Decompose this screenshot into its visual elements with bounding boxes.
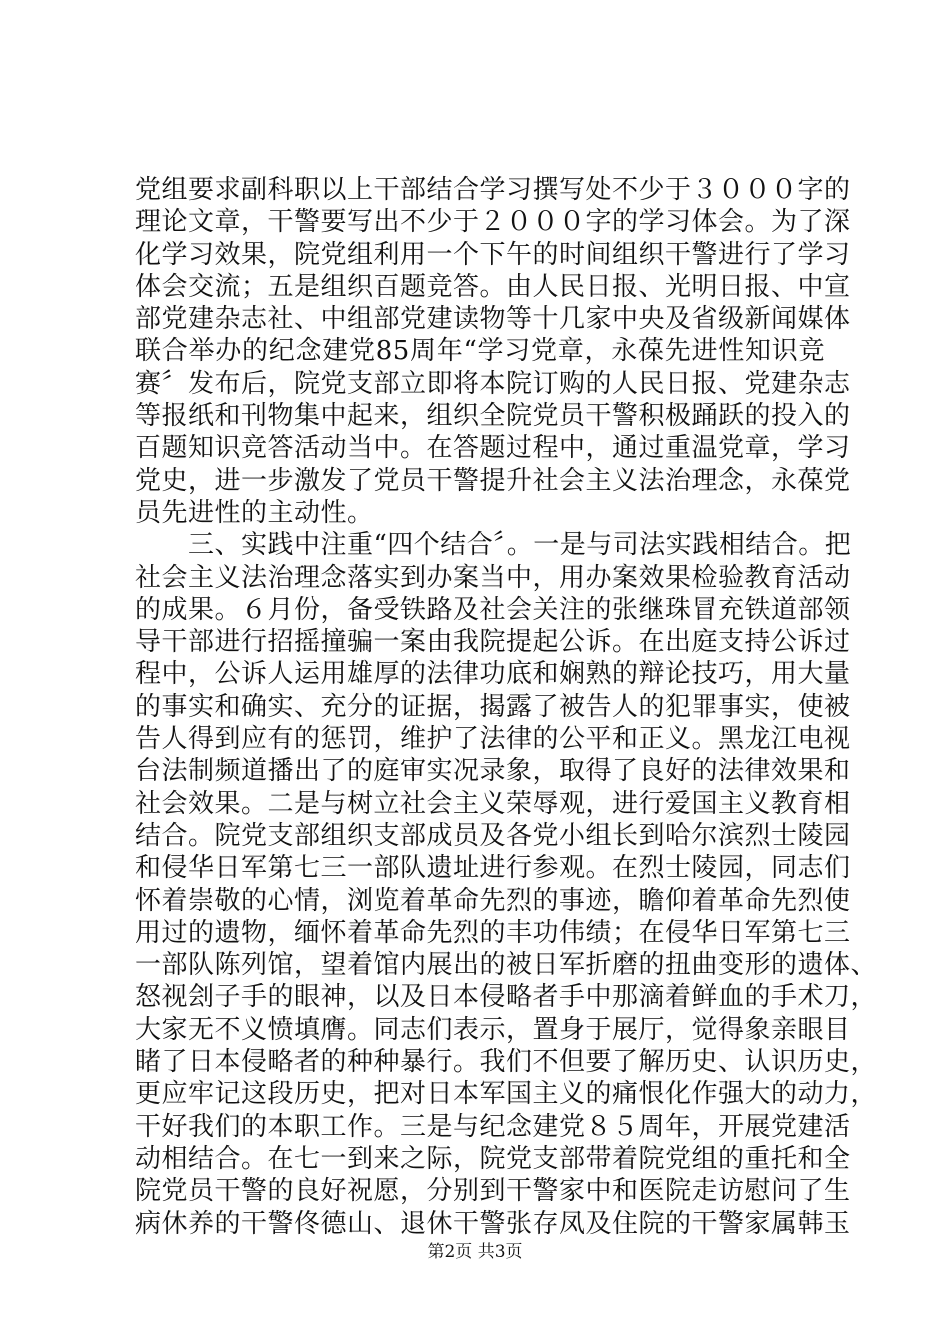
text-line: 百题知识竞答活动当中。在答题过程中，通过重温党章，学习 <box>135 433 851 464</box>
text-line: 社会主义法治理念落实到办案当中，用办案效果检验教育活动 <box>135 562 851 593</box>
text-line: 赛〞发布后，院党支部立即将本院订购的人民日报、党建杂志 <box>135 368 851 399</box>
text-line: 程中，公诉人运用雄厚的法律功底和娴熟的辩论技巧，用大量 <box>135 659 851 690</box>
text-line: 党史，进一步激发了党员干警提升社会主义法治理念，永葆党 <box>135 465 851 496</box>
text-line: 部党建杂志社、中组部党建读物等十几家中央及省级新闻媒体 <box>135 304 851 335</box>
body-text <box>135 174 878 1240</box>
text-line: 院党员干警的良好祝愿，分别到干警家中和医院走访慰问了生 <box>135 1176 851 1207</box>
page-number-footer: 第2页 共3页 <box>427 1242 523 1262</box>
text-line: 理论文章，干警要写出不少于２０００字的学习体会。为了深 <box>135 207 851 238</box>
text-line: 台法制频道播出了的庭审实况录象，取得了良好的法律效果和 <box>135 756 851 787</box>
text-line: 怒视刽子手的眼神，以及日本侵略者手中那滴着鲜血的手术刀， <box>135 982 878 1013</box>
text-line: 化学习效果，院党组利用一个下午的时间组织干警进行了学习 <box>135 239 851 270</box>
text-line: 导干部进行招摇撞骗一案由我院提起公诉。在出庭支持公诉过 <box>135 627 851 658</box>
text-line: 三、实践中注重“四个结合〞。一是与司法实践相结合。把 <box>135 530 852 561</box>
text-line: 大家无不义愤填膺。同志们表示，置身于展厅，觉得象亲眼目 <box>135 1014 851 1045</box>
text-line: 干好我们的本职工作。三是与纪念建党８５周年，开展党建活 <box>135 1111 851 1142</box>
text-line: 用过的遗物，缅怀着革命先烈的丰功伟绩；在侵华日军第七三 <box>135 917 851 948</box>
text-line: 社会效果。二是与树立社会主义荣辱观，进行爱国主义教育相 <box>135 788 851 819</box>
text-line: 怀着崇敬的心情，浏览着革命先烈的事迹，瞻仰着革命先烈使 <box>135 885 851 916</box>
text-line: 等报纸和刊物集中起来，组织全院党员干警积极踊跃的投入的 <box>135 401 851 432</box>
text-line: 更应牢记这段历史，把对日本军国主义的痛恨化作强大的动力， <box>135 1079 878 1110</box>
text-line: 员先进性的主动性。 <box>135 497 374 528</box>
text-line: 病休养的干警佟德山、退休干警张存凤及住院的干警家属韩玉 <box>135 1208 851 1239</box>
text-line: 体会交流；五是组织百题竞答。由人民日报、光明日报、中宣 <box>135 271 851 302</box>
text-line: 告人得到应有的惩罚，维护了法律的公平和正义。黑龙江电视 <box>135 724 851 755</box>
text-line: 的事实和确实、充分的证据，揭露了被告人的犯罪事实，使被 <box>135 691 851 722</box>
text-line: 和侵华日军第七三一部队遗址进行参观。在烈士陵园，同志们 <box>135 853 851 884</box>
text-line: 一部队陈列馆，望着馆内展出的被日军折磨的扭曲变形的遗体、 <box>135 950 878 981</box>
text-line: 的成果。６月份，备受铁路及社会关注的张继珠冒充铁道部领 <box>135 594 851 625</box>
text-line: 睹了日本侵略者的种种暴行。我们不但要了解历史、认识历史， <box>135 1047 878 1078</box>
text-line: 结合。院党支部组织支部成员及各党小组长到哈尔滨烈士陵园 <box>135 820 851 851</box>
text-line: 动相结合。在七一到来之际，院党支部带着院党组的重托和全 <box>135 1143 851 1174</box>
text-line: 联合举办的纪念建党85周年“学习党章，永葆先进性知识竞 <box>135 336 825 367</box>
text-line: 党组要求副科职以上干部结合学习撰写处不少于３０００字的 <box>135 175 851 205</box>
